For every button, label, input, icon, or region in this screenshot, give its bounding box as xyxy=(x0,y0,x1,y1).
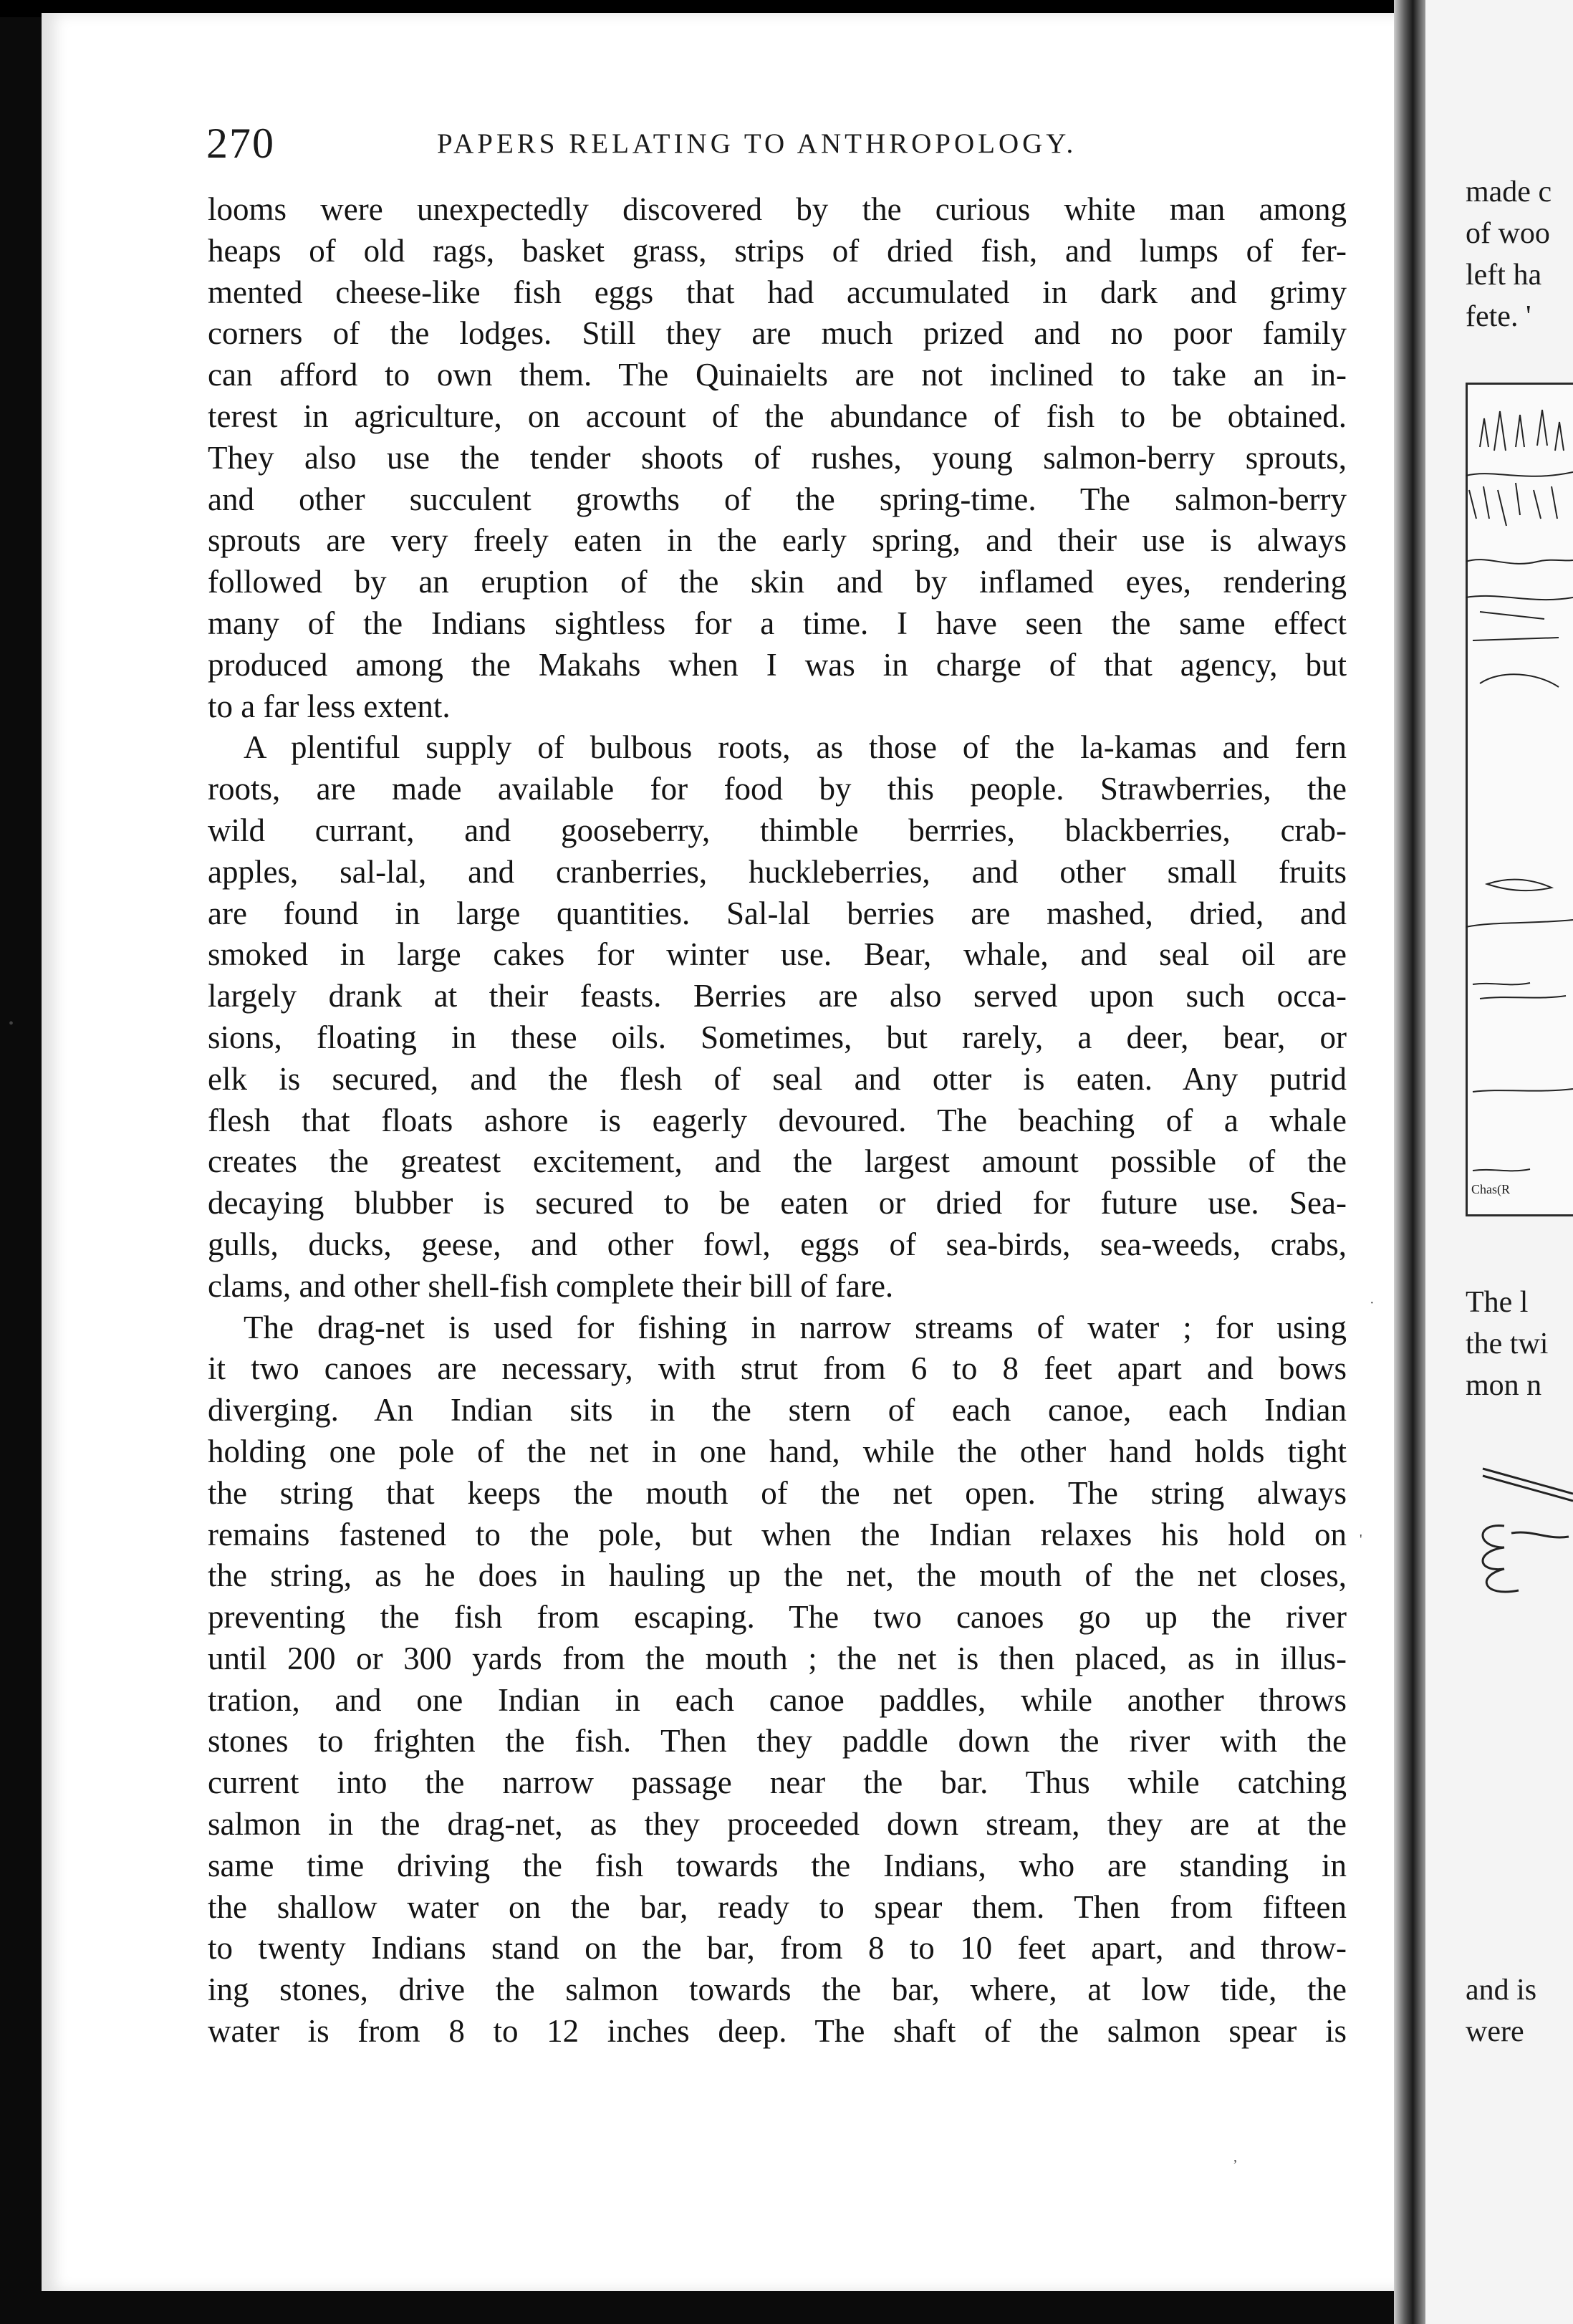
text-line: until 200 or 300 yards from the mouth ; the net is then placed, as in illus- xyxy=(208,1640,1347,1676)
scan-speck: • xyxy=(9,1016,14,1032)
text-line: largely drank at their feasts. Berries are also served upon such occa- xyxy=(208,978,1347,1014)
text-line: apples, sal-lal, and cranberries, huckleberries, and other small fruits xyxy=(208,853,1347,890)
scan-speck: , xyxy=(1233,2149,1237,2165)
text-line: A plentiful supply of bulbous roots, as those of the la-kamas and fern xyxy=(244,729,1347,766)
text-line: flesh that floats ashore is eagerly devoured. The beaching of a whale xyxy=(208,1102,1347,1138)
landscape-illustration-fragment xyxy=(1466,383,1573,1212)
text-line: The drag-net is used for fishing in narrow streams of water ; for using xyxy=(244,1309,1347,1345)
text-line: produced among the Makahs when I was in charge of that agency, but xyxy=(208,646,1347,683)
fish-illustration-fragment xyxy=(1461,1454,1573,1605)
text-line: decaying blubber is secured to be eaten or dried for future use. Sea- xyxy=(208,1185,1347,1221)
text-line: looms were unexpectedly discovered by the curious white man among xyxy=(208,191,1347,227)
text-line: stones to frighten the fish. Then they paddle down the river with the xyxy=(208,1723,1347,1759)
adjacent-caption-line: mon n xyxy=(1466,1369,1542,1402)
text-line: elk is secured, and the flesh of seal and otter is eaten. Any putrid xyxy=(208,1060,1347,1097)
page-number: 270 xyxy=(206,120,275,167)
text-line: holding one pole of the net in one hand, while the other hand holds tight xyxy=(208,1433,1347,1469)
text-line: water is from 8 to 12 inches deep. The shaft of the salmon spear is xyxy=(208,2013,1347,2050)
figure-signature: Chas(R xyxy=(1471,1182,1510,1196)
scan-speck: · xyxy=(1370,1295,1375,1311)
text-line: gulls, ducks, geese, and other fowl, eggs of sea-birds, sea-weeds, crabs, xyxy=(208,1226,1347,1262)
text-line: terest in agriculture, on account of the abundance of fish to be obtained. xyxy=(208,398,1347,434)
adjacent-page-line: fete. ' xyxy=(1466,300,1531,333)
text-line: followed by an eruption of the skin and by inflamed eyes, rendering xyxy=(208,564,1347,600)
text-line: clams, and other shell-fish complete their bill of fare. xyxy=(208,1267,894,1304)
text-line: smoked in large cakes for winter use. Bear, whale, and seal oil are xyxy=(208,936,1347,973)
adjacent-caption-line: the twi xyxy=(1466,1327,1549,1360)
text-line: the string, as he does in hauling up the net, the mouth of the net closes, xyxy=(208,1557,1347,1594)
text-line: sprouts are very freely eaten in the early spring, and their use is always xyxy=(208,522,1347,559)
running-head: PAPERS RELATING TO ANTHROPOLOGY. xyxy=(437,128,1077,159)
text-line: to a far less extent. xyxy=(208,688,451,724)
text-line: to twenty Indians stand on the bar, from 8 to 10 feet apart, and throw- xyxy=(208,1930,1347,1967)
text-line: corners of the lodges. Still they are much prized and no poor family xyxy=(208,315,1347,352)
adjacent-page-line: and is xyxy=(1466,1974,1537,2007)
paragraph xyxy=(208,189,1347,727)
book-gutter xyxy=(1394,0,1425,2324)
text-line: current into the narrow passage near the bar. Thus while catching xyxy=(208,1764,1347,1801)
text-line: can afford to own them. The Quinaielts are not inclined to take an in- xyxy=(208,357,1347,393)
text-line: wild currant, and gooseberry, thimble berrries, blackberries, crab- xyxy=(208,812,1347,848)
adjacent-page-line: left ha xyxy=(1466,259,1542,292)
text-line: mented cheese-like fish eggs that had accumulated in dark and grimy xyxy=(208,274,1347,310)
adjacent-page-line: were xyxy=(1466,2015,1524,2048)
adjacent-page-line: made c xyxy=(1466,176,1552,208)
adjacent-page-line: of woo xyxy=(1466,217,1550,250)
text-line: preventing the fish from escaping. The two canoes go up the river xyxy=(208,1599,1347,1636)
text-line: it two canoes are necessary, with strut from 6 to 8 feet apart and bows xyxy=(208,1350,1347,1387)
body-text xyxy=(208,189,1347,2052)
page-header xyxy=(206,119,1350,167)
paragraph xyxy=(208,727,1347,1307)
text-line: ing stones, drive the salmon towards the bar, where, at low tide, the xyxy=(208,1972,1347,2008)
adjacent-caption-line: The l xyxy=(1466,1286,1529,1319)
scan-speck: ' xyxy=(1360,1532,1362,1547)
text-line: are found in large quantities. Sal-lal berries are mashed, dried, and xyxy=(208,895,1347,931)
text-line: tration, and one Indian in each canoe paddles, while another throws xyxy=(208,1681,1347,1718)
text-line: heaps of old rags, basket grass, strips of dried fish, and lumps of fer- xyxy=(208,232,1347,269)
text-line: creates the greatest excitement, and the largest amount possible of the xyxy=(208,1143,1347,1180)
paragraph xyxy=(208,1307,1347,2052)
text-line: many of the Indians sightless for a time. I have seen the same effect xyxy=(208,605,1347,641)
text-line: and other succulent growths of the spring-time. The salmon-berry xyxy=(208,481,1347,517)
text-line: They also use the tender shoots of rushes, young salmon-berry sprouts, xyxy=(208,439,1347,476)
text-line: remains fastened to the pole, but when the Indian relaxes his hold on xyxy=(208,1516,1347,1552)
text-line: same time driving the fish towards the Indians, who are standing in xyxy=(208,1847,1347,1883)
text-line: diverging. An Indian sits in the stern of each canoe, each Indian xyxy=(208,1392,1347,1429)
text-line: sions, floating in these oils. Sometimes, but rarely, a deer, bear, or xyxy=(208,1019,1347,1055)
text-line: the shallow water on the bar, ready to spear them. Then from fifteen xyxy=(208,1888,1347,1925)
text-line: salmon in the drag-net, as they proceeded down stream, they are at the xyxy=(208,1806,1347,1843)
text-line: the string that keeps the mouth of the net open. The string always xyxy=(208,1474,1347,1511)
text-line: roots, are made available for food by this people. Strawberries, the xyxy=(208,771,1347,807)
